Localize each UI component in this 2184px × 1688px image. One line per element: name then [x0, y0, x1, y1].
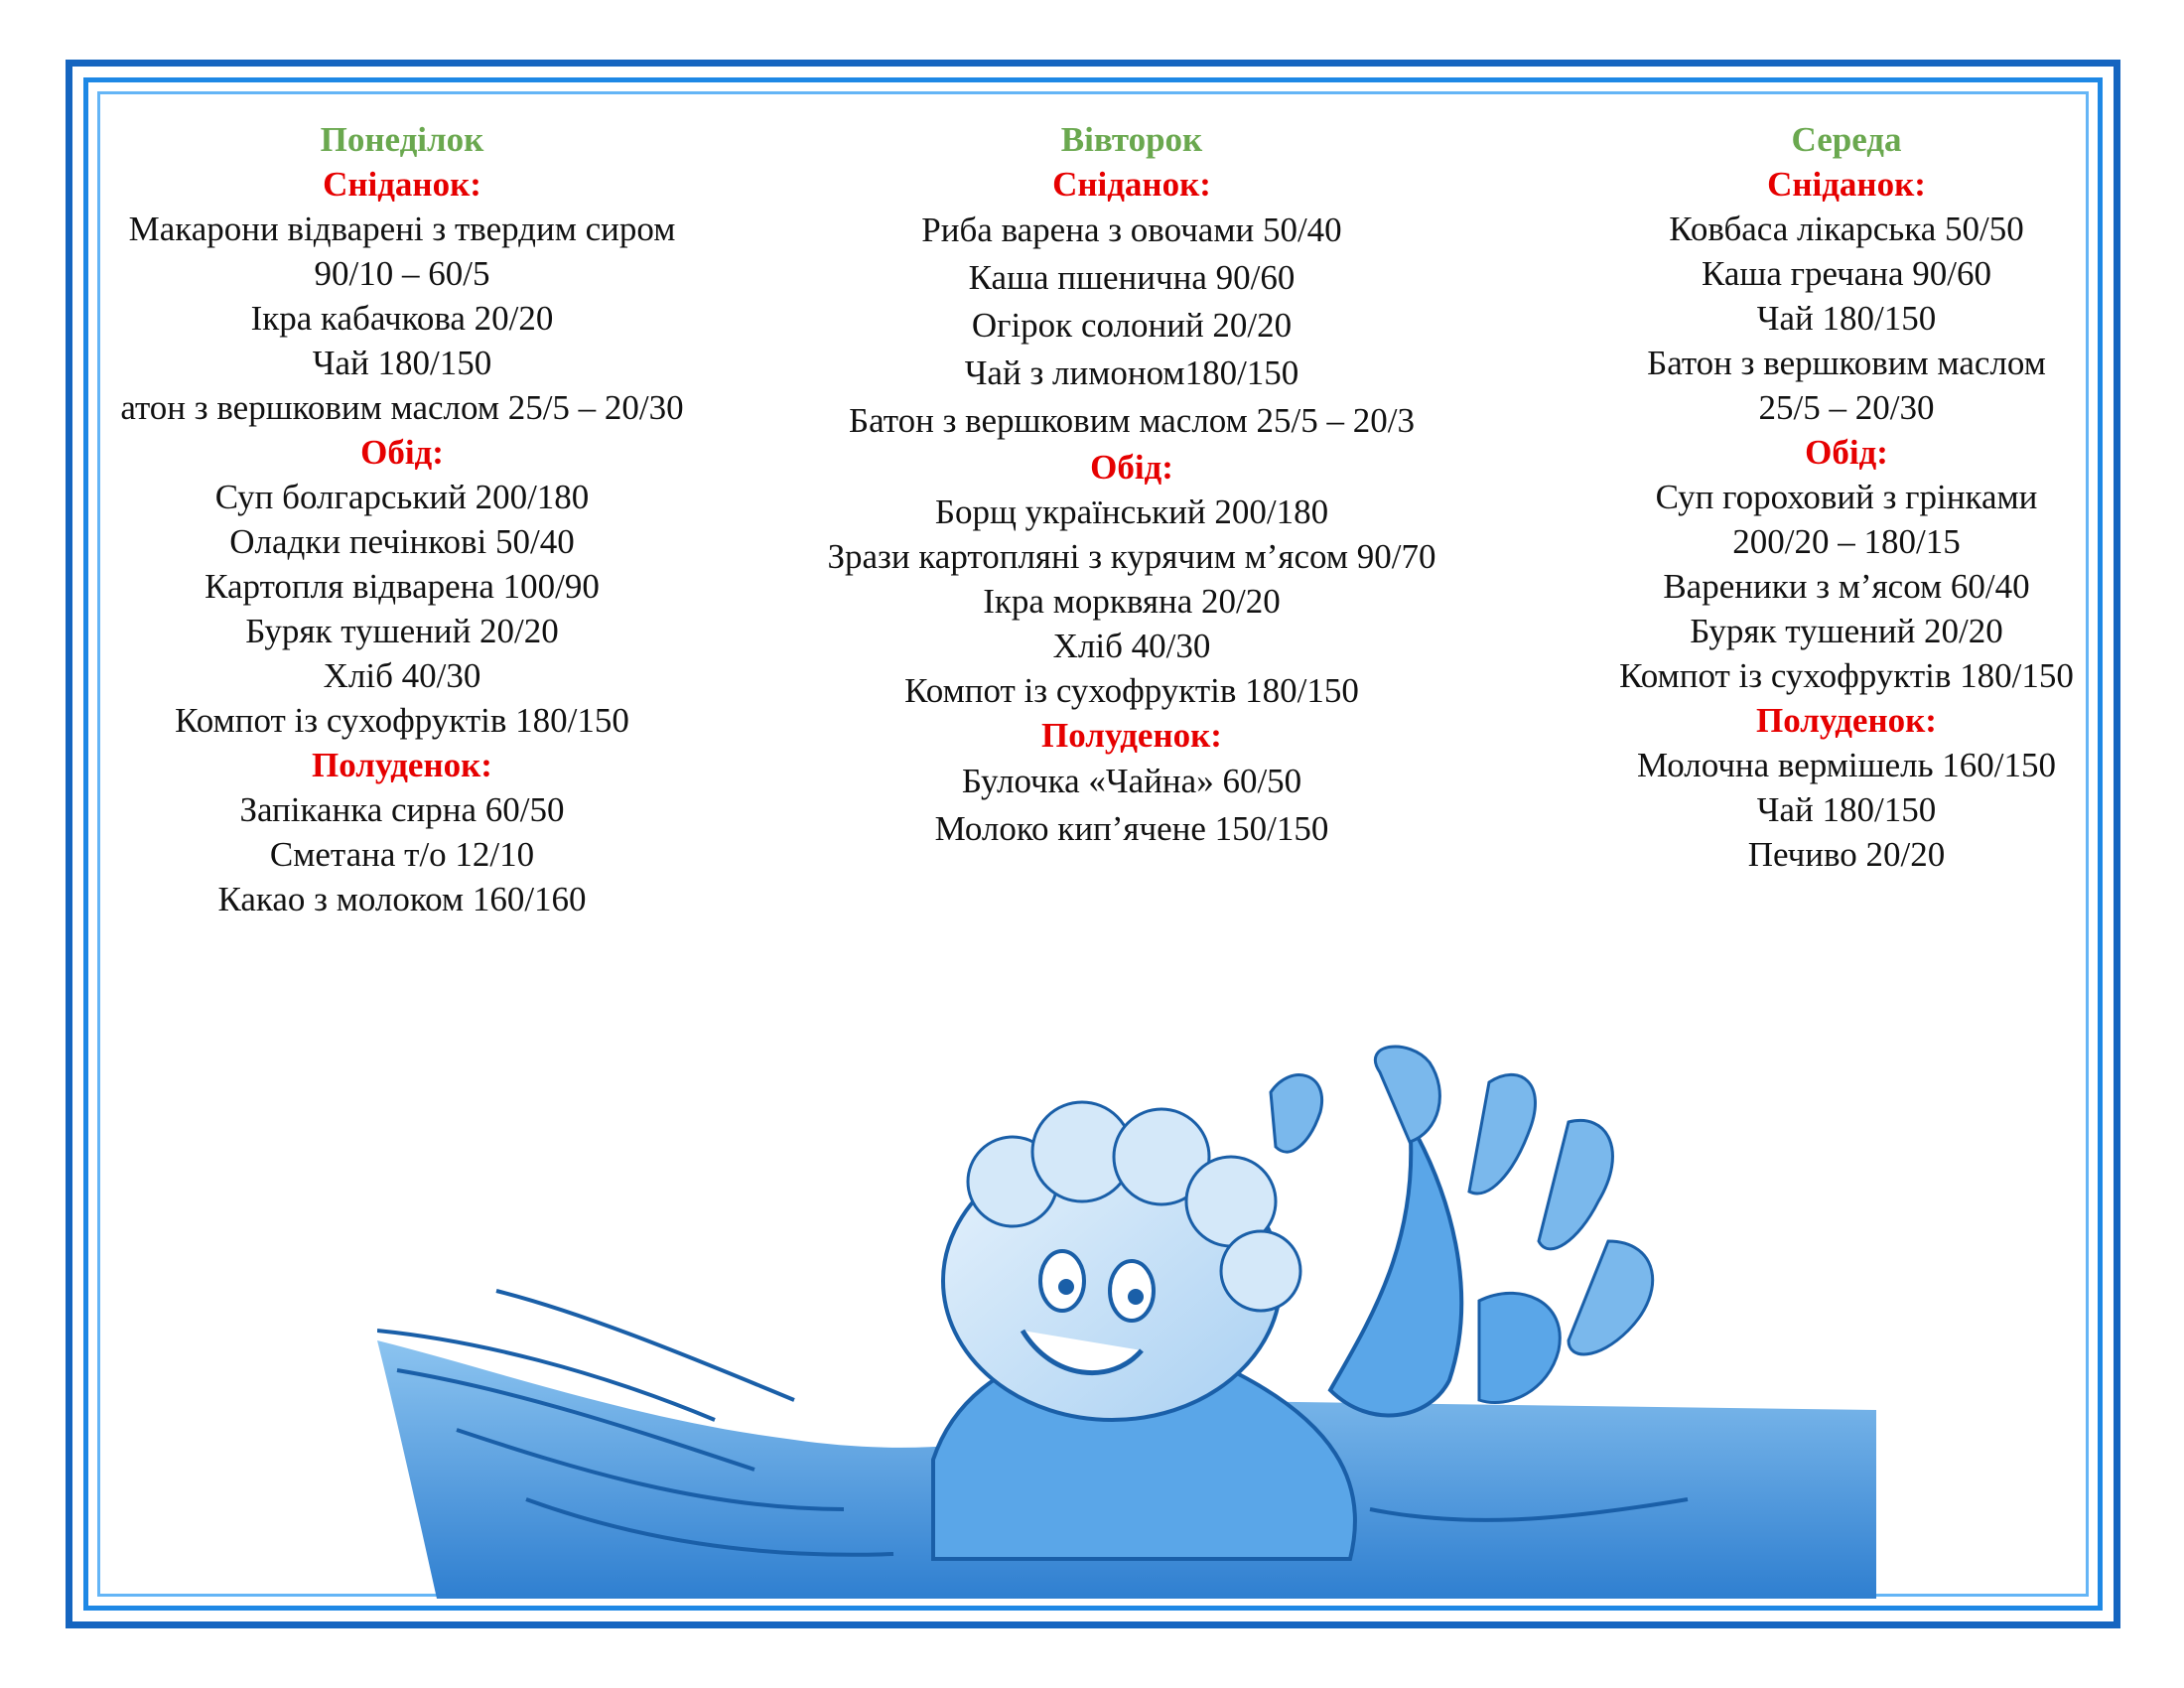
menu-item: Чай 180/150 [1756, 790, 1937, 829]
menu-item: Батон з вершковим маслом 25/5 – 20/3 [849, 401, 1415, 440]
menu-item: Борщ український 200/180 [934, 492, 1329, 531]
menu-item: Хліб 40/30 [1052, 627, 1211, 665]
menu-item: Суп болгарський 200/180 [214, 478, 590, 516]
menu-item: Каша пшенична 90/60 [968, 258, 1296, 297]
menu-item: Сметана т/о 12/10 [269, 835, 535, 874]
menu-item: Хліб 40/30 [323, 656, 481, 695]
meal-heading-breakfast: Сніданок: [1052, 165, 1211, 204]
meal-heading-lunch: Обід: [1090, 448, 1173, 487]
menu-item: Огірок солоний 20/20 [971, 306, 1293, 345]
menu-item: Компот із сухофруктів 180/150 [904, 671, 1359, 710]
menu-item: Ковбаса лікарська 50/50 [1669, 210, 2024, 248]
menu-item: Риба варена з овочами 50/40 [921, 211, 1342, 249]
water-splash-character-icon [377, 1043, 1876, 1599]
menu-item: Суп гороховий з грінками [1655, 478, 2038, 516]
menu-item: 200/20 – 180/15 [1732, 522, 1961, 561]
menu-column-wednesday [1559, 117, 2085, 877]
menu-item: 90/10 – 60/5 [314, 254, 490, 293]
meal-heading-snack: Полуденок: [312, 746, 492, 784]
menu-item: Каша гречана 90/60 [1701, 254, 1992, 293]
meal-heading-lunch: Обід: [360, 433, 444, 472]
menu-item: Чай 180/150 [312, 344, 492, 382]
menu-item: Вареники з м’ясом 60/40 [1663, 567, 2030, 606]
meal-heading-lunch: Обід: [1805, 433, 1888, 472]
menu-item: Буряк тушений 20/20 [1690, 612, 2003, 650]
menu-item: Печиво 20/20 [1747, 835, 1946, 874]
menu-item: Ікра морквяна 20/20 [983, 582, 1281, 621]
menu-item: Макарони відварені з твердим сиром [128, 210, 676, 248]
menu-column-tuesday [769, 117, 1494, 853]
menu-item: Компот із сухофруктів 180/150 [1619, 656, 2074, 695]
menu-item: Компот із сухофруктів 180/150 [175, 701, 629, 740]
menu-item: Ікра кабачкова 20/20 [250, 299, 554, 338]
menu-item: 25/5 – 20/30 [1758, 388, 1935, 427]
menu-item: Какао з молоком 160/160 [217, 880, 587, 918]
day-heading: Понеділок [320, 120, 484, 159]
menu-item: Батон з вершковим маслом [1647, 344, 2046, 382]
menu-item: Чай 180/150 [1756, 299, 1937, 338]
menu-item: Буряк тушений 20/20 [245, 612, 559, 650]
day-heading: Вівторок [1060, 120, 1203, 159]
menu-item: Булочка «Чайна» 60/50 [961, 762, 1302, 800]
meal-heading-snack: Полуденок: [1756, 701, 1937, 740]
meal-heading-snack: Полуденок: [1041, 716, 1222, 755]
menu-item: Запіканка сирна 60/50 [239, 790, 565, 829]
day-heading: Середа [1791, 120, 1902, 159]
menu-item: Оладки печінкові 50/40 [229, 522, 575, 561]
menu-item: Молочна вермішель 160/150 [1636, 746, 2057, 784]
meal-heading-breakfast: Сніданок: [323, 165, 481, 204]
menu-item: Молоко кип’ячене 150/150 [934, 809, 1329, 848]
menu-item: Картопля відварена 100/90 [205, 567, 600, 606]
menu-column-monday [99, 117, 715, 921]
menu-item: Чай з лимоном180/150 [964, 353, 1299, 392]
menu-item: Зрази картопляні з курячим м’ясом 90/70 [827, 537, 1436, 576]
meal-heading-breakfast: Сніданок: [1767, 165, 1926, 204]
menu-item: атон з вершковим маслом 25/5 – 20/30 [120, 388, 684, 427]
